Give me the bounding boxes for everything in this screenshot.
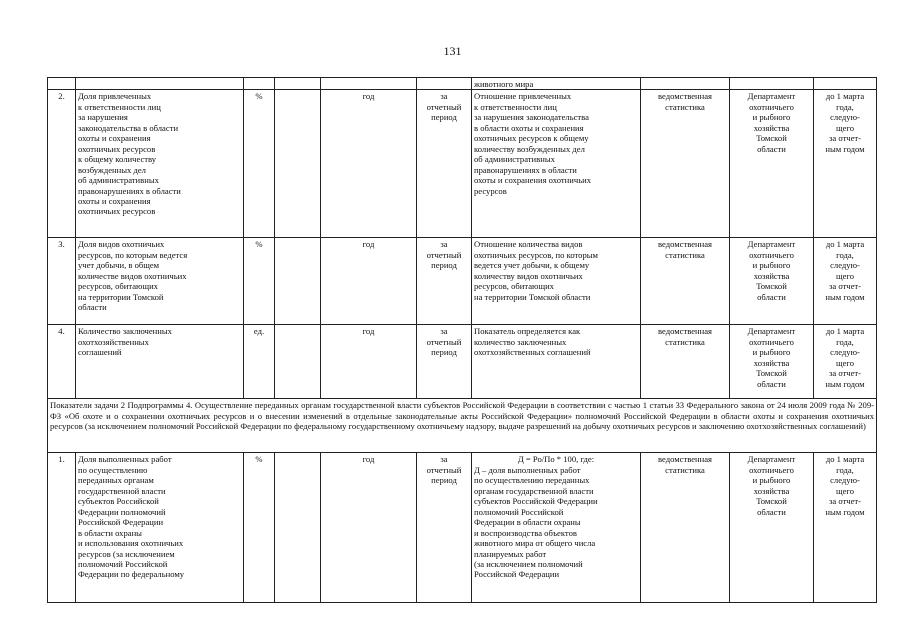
cell-method: Отношение количества видов охотничьих ресурсов, по которым ведется учет добычи, к общему количеству видов охотничьих ресурсов, обитающих на территории Томской области [472, 238, 641, 325]
cell-responsible: Департамент охотничьего и рыбного хозяйства Томской области [730, 453, 814, 603]
cell-empty [275, 453, 321, 603]
cell-unit: % [244, 90, 275, 238]
cell-periodicity: год [321, 453, 417, 603]
cell-unit: % [244, 453, 275, 603]
cell-empty [76, 78, 244, 90]
cell-responsible: Департамент охотничьего и рыбного хозяйства Томской области [730, 238, 814, 325]
cell-indicator-type: за отчетный период [417, 238, 472, 325]
cell-responsible: Департамент охотничьего и рыбного хозяйства Томской области [730, 325, 814, 399]
cell-indicator-name: Доля выполненных работ по осуществлению переданных органам государственной власти субъектов Российской Федерации полномочий Российской Федерации в области охраны и использования охотничьих ресурсов (за исключением полномочий Российской Федерации по федеральному [76, 453, 244, 603]
cell-deadline: до 1 марта года, следую- щего за отчет- ным годом [814, 238, 877, 325]
cell-indicator-type: за отчетный период [417, 325, 472, 399]
cell-deadline: до 1 марта года, следую- щего за отчет- ным годом [814, 453, 877, 603]
page-number: 131 [443, 44, 462, 58]
cell-source: ведомственная статистика [641, 238, 730, 325]
cell-deadline: до 1 марта года, следую- щего за отчет- ным годом [814, 90, 877, 238]
cell-number: 2. [48, 90, 76, 238]
cell-indicator-name: Доля видов охотничьих ресурсов, по которым ведется учет добычи, в общем количестве видов охотничьих ресурсов, обитающих на территории Томской области [76, 238, 244, 325]
cell-indicator-name: Количество заключенных охотхозяйственных соглашений [76, 325, 244, 399]
cell-deadline: до 1 марта года, следую- щего за отчет- ным годом [814, 325, 877, 399]
cell-empty [814, 78, 877, 90]
cell-unit: ед. [244, 325, 275, 399]
cell-empty [275, 78, 321, 90]
table-row [48, 90, 877, 238]
cell-source: ведомственная статистика [641, 453, 730, 603]
table-row [48, 453, 877, 603]
cell-source: ведомственная статистика [641, 90, 730, 238]
formula: Д = Ро/По * 100, где: [517, 454, 595, 465]
cell-empty [244, 78, 275, 90]
section-header-row [48, 399, 877, 453]
cell-method: Отношение привлеченных к ответственности лиц за нарушения законодательства в области охоты и сохранения охотничьих ресурсов к общему количеству возбужденных дел об административных правонарушениях в области охоты и сохранения охотничьих ресурсов [472, 90, 641, 238]
cell-method [472, 453, 641, 603]
cell-empty [321, 78, 417, 90]
cell-empty [275, 90, 321, 238]
cell-empty [730, 78, 814, 90]
cell-periodicity: год [321, 238, 417, 325]
cell-source: ведомственная статистика [641, 325, 730, 399]
method-text: Д – доля выполненных работ по осуществлению переданных органам государственной власти субъектов Российской Федерации полномочий Российской Федерации в области охраны и воспроизводства объектов животного мира от общего числа планируемых работ (за исключением полномочий Российской Федерации [474, 464, 598, 580]
cell-periodicity: год [321, 325, 417, 399]
cell-number: 3. [48, 238, 76, 325]
cell-indicator-name: Доля привлеченных к ответственности лиц за нарушения законодательства в области охоты и сохранения охотничьих ресурсов к общему количеству возбужденных дел об административных правонарушениях в области охоты и сохранения охотничьих ресурсов [76, 90, 244, 238]
cell-empty [641, 78, 730, 90]
cell-periodicity: год [321, 90, 417, 238]
cell-empty [48, 78, 76, 90]
cell-indicator-type: за отчетный период [417, 453, 472, 603]
cell-responsible: Департамент охотничьего и рыбного хозяйства Томской области [730, 90, 814, 238]
table-row [48, 325, 877, 399]
table-row [48, 238, 877, 325]
cell-empty [275, 238, 321, 325]
cell-number: 4. [48, 325, 76, 399]
cell-method: Показатель определяется как количество заключенных охотхозяйственных соглашений [472, 325, 641, 399]
table-row-continuation [48, 78, 877, 90]
cell-empty [275, 325, 321, 399]
cell-indicator-type: за отчетный период [417, 90, 472, 238]
cell-number: 1. [48, 453, 76, 603]
indicators-table [47, 77, 877, 603]
cell-method: животного мира [472, 78, 641, 90]
cell-unit: % [244, 238, 275, 325]
section-header: Показатели задачи 2 Подпрограммы 4. Осуществление переданных органам государственной власти субъектов Российской Федерации в соответствии с частью 1 статьи 33 Федерального закона от 24 июля 2009 года № 209-ФЗ «Об охоте и о сохранении охотничьих ресурсов и о внесении изменений в отдельные законодательные акты Российской Федерации» полномочий Российской Федерации в области охоты и сохранения охотничьих ресурсов (за исключением полномочий Российской Федерации по федеральному государственному охотничьему надзору, выдаче разрешений на добычу охотничьих ресурсов и заключению охотхозяйственных соглашений) [48, 399, 877, 453]
cell-empty [417, 78, 472, 90]
